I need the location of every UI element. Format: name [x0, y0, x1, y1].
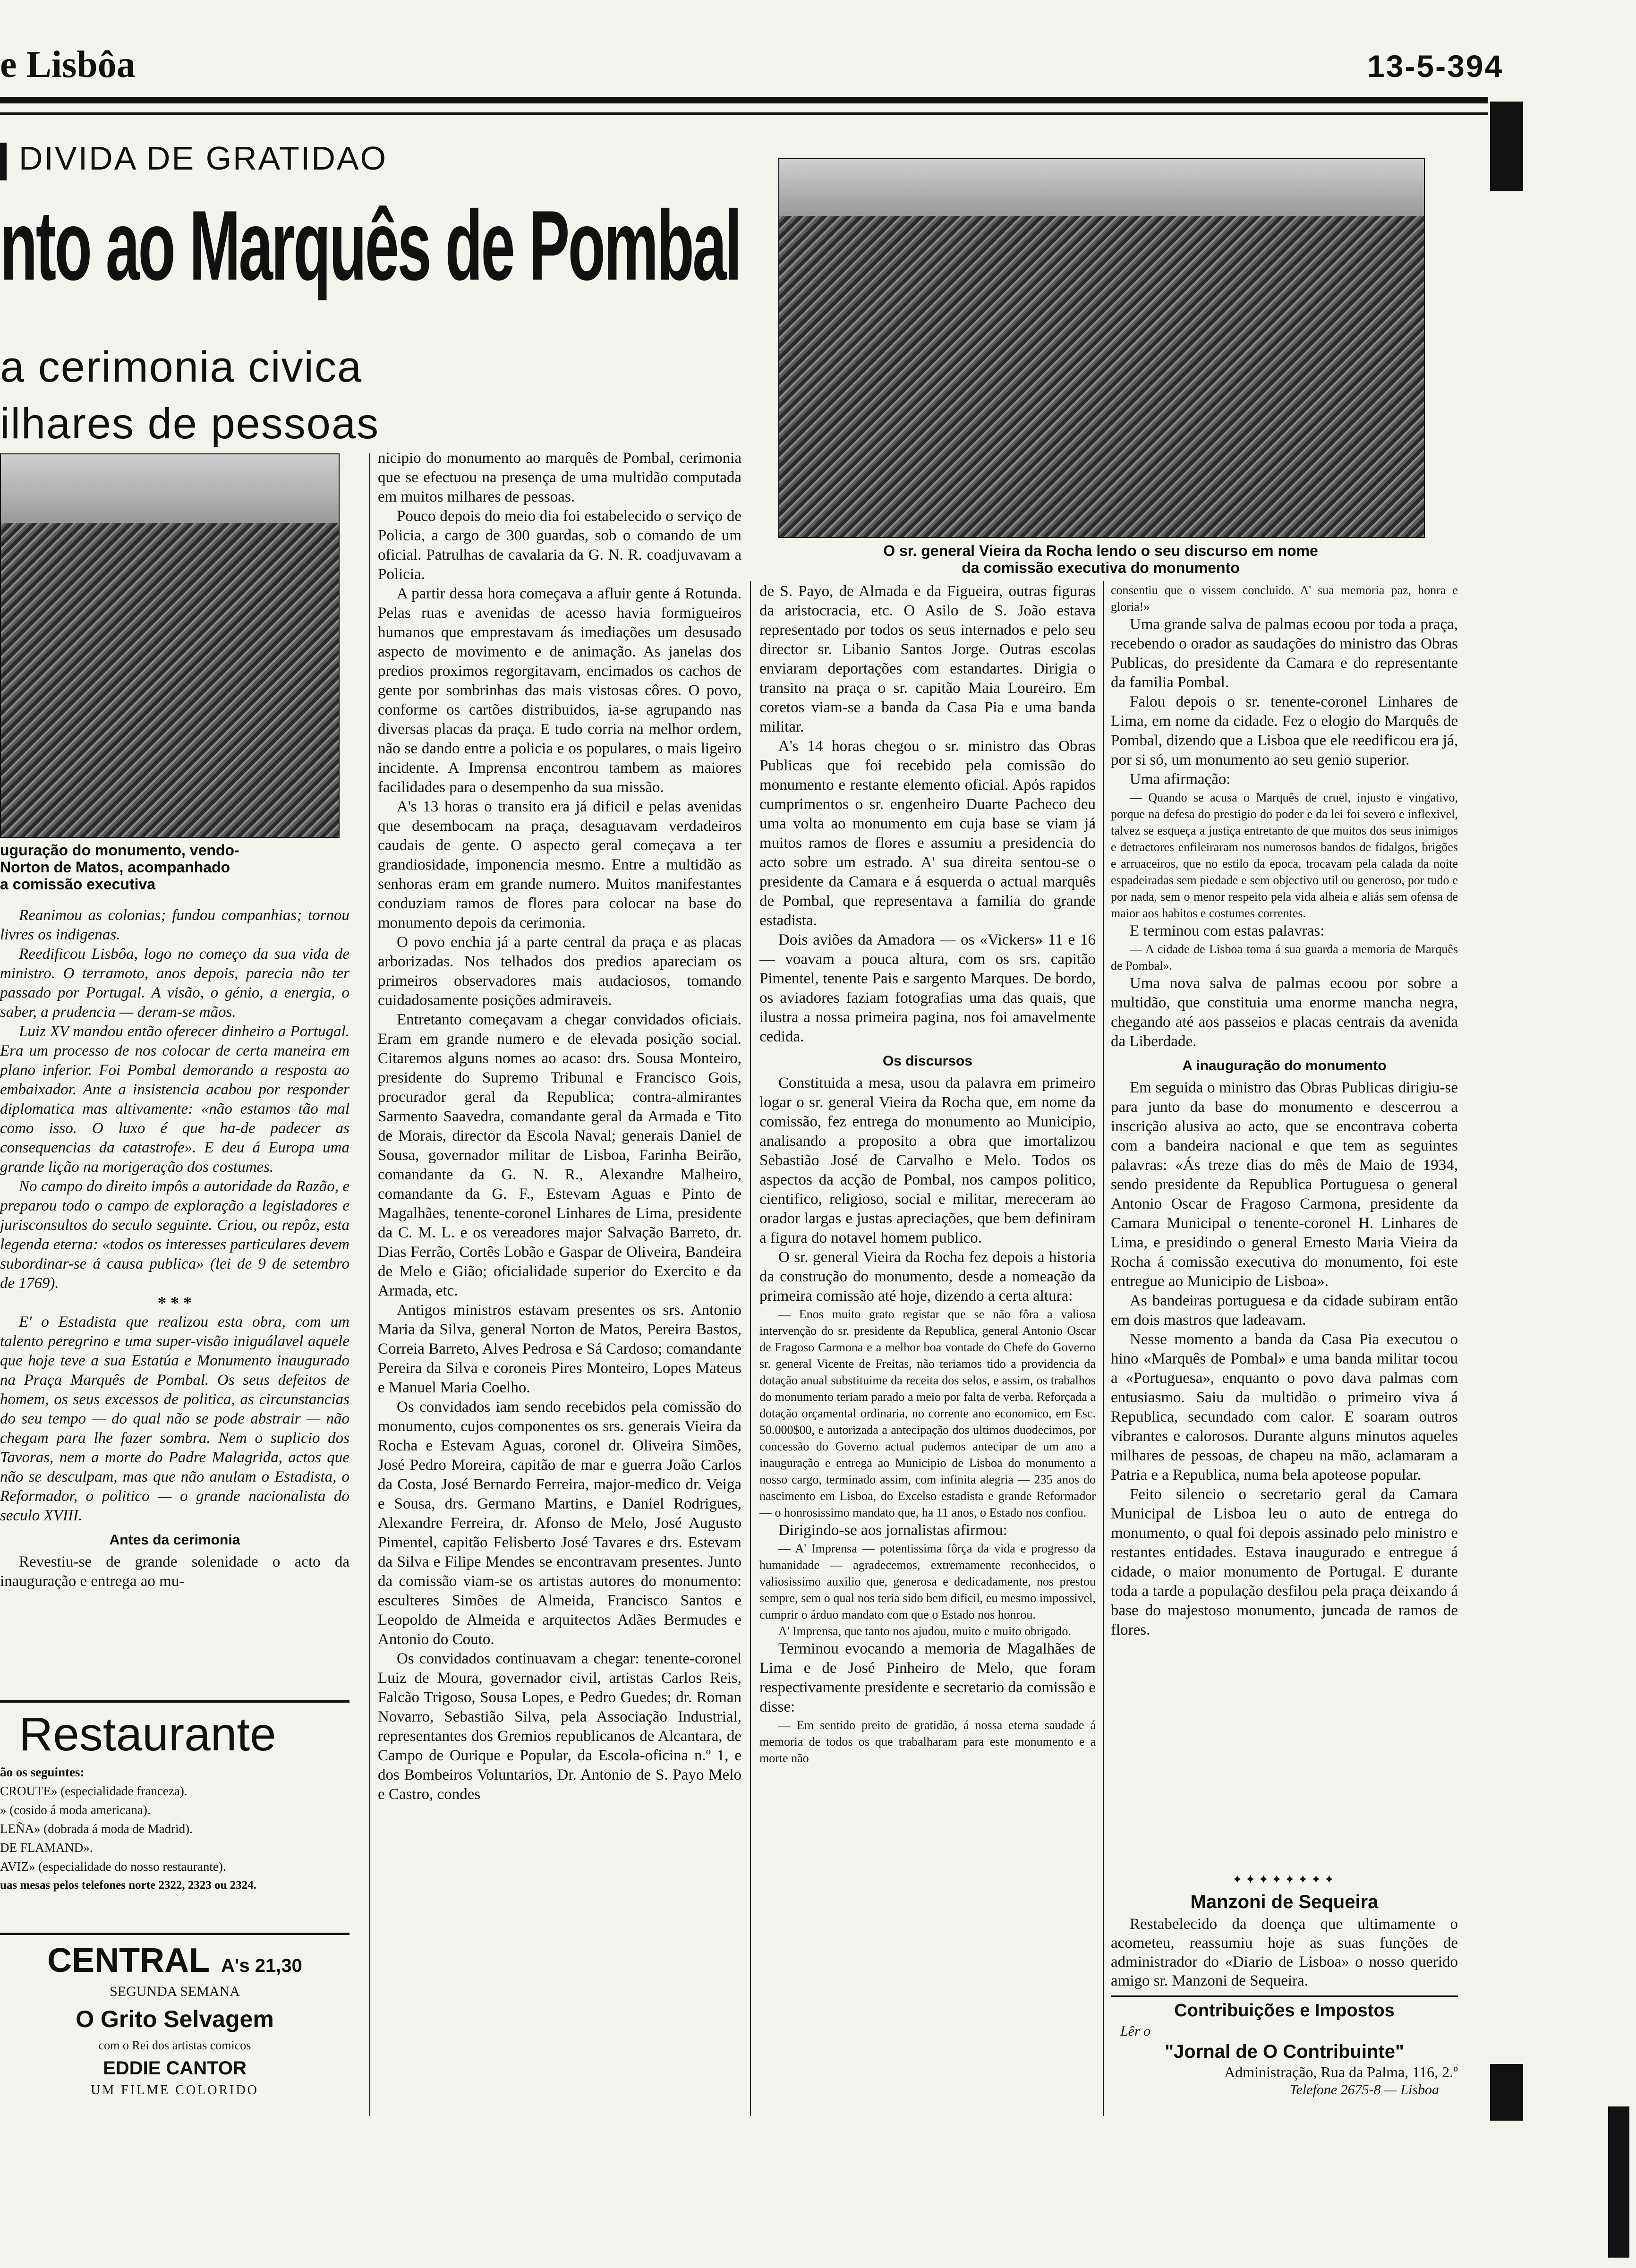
photo-left-caption: uguração do monumento, vendo- Norton de Matos, acompanhado a comissão executiva: [0, 842, 239, 893]
paragraph: Revestiu-se de grande solenidade o acto da inauguração e entrega ao mu-: [0, 1553, 349, 1590]
paragraph: A partir dessa hora começava a afluir gente á Rotunda. Pelas ruas e avenidas de acesso havia formigueiros humanos que emprestavam ás imediações um desusado aspecto de movimento e de animação. As janelas dos predios proximos regorgitavam, encimados os cachos de gente por sombrinhas das mais vistosas côres. O povo, conforme os cartões distribuidos, ia-se agrupando nas diversas placas da praça. E tudo corria na melhor ordem, não se dando entre a policia e os populares, o mais ligeiro incidente. A Imprensa encontrou tambem as maiores facilidades para o desempenho da sua missão.: [378, 585, 741, 796]
paragraph: Constituida a mesa, usou da palavra em primeiro logar o sr. general Vieira da Rocha que, em nome da comissão, fez entrega do monumento ao Municipio, analisando a proposito a obra que imortalizou Sebastião José de Carvalho e Melo. Todos os aspectos da acção de Pombal, nos campos politico, cientifico, religioso, social e militar, mereceram ao orador largas e justas apreciações, que bem definiram a figura do notavel homem publico.: [759, 1074, 1096, 1246]
paragraph: A's 14 horas chegou o sr. ministro das Obras Publicas que foi recebido pela comissão do monumento e restante elemento oficial. Após rapidos cumprimentos o sr. engenheiro Duarte Pacheco deu uma volta ao monumento em cuja base se viam já muitos ramos de flores e assumiu a presidencia do acto sobre um estrado. A' sua direita sentou-se o presidente da Camara e á esquerda o actual marquês de Pombal, que representava a familia do grande estadista.: [759, 738, 1096, 929]
quote: — Enos muito grato registar que se não fôra a valiosa intervenção do sr. presidente da Republica, general Antonio Oscar de Fragoso Carmona e a melhor boa vontade do Chefe do Governo sr. general Vicente de Freitas, não teriamos tido a providencia da dotação anual substituime da receita dos selos, e assim, os trabalhos do monumento teriam parado a meio por falta de verba. Reforçada a dotação orçamental ordinaria, no corrente ano economico, em Esc. 50.000$00, e autorizada a antecipação dos ultimos duodecimos, por concessão do Governo actual pudemos antecipar de um ano a inauguração e entrega ao Municipio de Lisboa do monumento a nosso cargo, terminado assim, com infinita alegria — 235 anos do nascimento em Lisboa, do Excelso estadista e grande Reformador — o honrosissimo mandato que, ha 11 anos, o Estado nos confiou.: [759, 1307, 1096, 1519]
manzoni-title: Manzoni de Sequeira: [1190, 1892, 1379, 1912]
section-stars: * * *: [158, 1293, 192, 1312]
subheading-antes: Antes da cerimonia: [109, 1532, 240, 1548]
quote: — A' Imprensa — potentissima fôrça da vida e progresso da humanidade — agradecemos, extremamente reconhecidos, o valiosissimo auxilio que, generosa e dedicadamente, nos prestou sempre, sem o qual nos teria sido bem dificil, eu mesmo impossivel, cumprir o árduo mandato com que o Estado nos honrou.: [759, 1542, 1096, 1621]
ad-central-with: com o Rei dos artistas comicos: [98, 2038, 251, 2052]
paragraph: Os convidados continuavam a chegar: tenente-coronel Luiz de Moura, governador civil, artistas Carlos Reis, Falcão Trigoso, Sousa Lopes, e Pedro Guedes; dr. Roman Novarro, Sebastião Silva, pela Associação Industrial, representantes dos Gremios republicanos de Alcantara, de Campo de Ourique e Popular, da Escola-oficina n.º 1, e dos Bombeiros Voluntarios, Dr. Antonio de S. Payo Melo e Castro, condes: [378, 1650, 741, 1803]
kicker: DIVIDA DE GRATIDAO: [19, 140, 388, 177]
ad-cinema-central: [19, 1941, 331, 2140]
paragraph: de S. Payo, de Almada e da Figueira, outras figuras da aristocracia, etc. O Asilo de S. João estava representado por todos os seus internados e pelo seu director sr. Libanio Santos Jorge. Outras escolas enviaram deportações com estandartes. Dirigia o transito na praça o sr. capitão Maia Loureiro. Em coretos viam-se a banda da Casa Pia e uma banda militar.: [759, 583, 1096, 735]
paragraph: Dirigindo-se aos jornalistas afirmou:: [778, 1522, 1007, 1539]
quote: — Em sentido preito de gratidão, á nossa eterna saudade á memoria de todos os que trabalharam para este monumento e a morte não: [759, 1718, 1096, 1765]
paragraph: Antigos ministros estavam presentes os srs. Antonio Maria da Silva, general Norton de Matos, Pereira Bastos, Correia Barreto, Alves Pedrosa e Sá Cardoso; comandante Pereira da Silva e coroneis Pires Monteiro, Lopes Mateus e Manuel Maria Coelho.: [378, 1302, 741, 1396]
paragraph: Reedificou Lisbôa, logo no começo da sua vida de ministro. O terramoto, anos depois, parecia não ter passado por Portugal. A visão, o génio, a energia, o saber, a prudencia — deram-se mãos.: [0, 946, 349, 1021]
paragraph: Falou depois o sr. tenente-coronel Linhares de Lima, em nome da cidade. Fez o elogio do Marquês de Pombal, dizendo que a Lisboa que ele reedificou era já, por si só, um monumento ao seu genio superior.: [1111, 693, 1458, 768]
paragraph: E' o Estadista que realizou esta obra, com um talento peregrino e uma super-visão iniguálavel aquele que hoje teve a sua Estatúa e Monumento inaugurado na Praça Marquês de Pombal. Os seus defeitos de homem, os seus excessos de politica, as circunstancias do seu tempo — do qual não se pode abstrair — não chegam para lhe fazer sombra. Nem o suplicio dos Tavoras, nem a morte do Padre Malagrida, actos que não se desculpam, mas que não anulam o Estadista, o Reformador, o politico — o grande nacionalista do seculo XVIII.: [0, 1313, 349, 1524]
ad-central-actor: EDDIE CANTOR: [103, 2058, 247, 2079]
page-edge-mark: [1490, 102, 1523, 191]
ad-restaurante-line: AVIZ» (especialidade do nosso restaurante).: [0, 1859, 226, 1874]
column-rule: [369, 453, 370, 2116]
ad-rule: [0, 1700, 349, 1703]
photo-right-caption: O sr. general Vieira da Rocha lendo o seu discurso em nome da comissão executiva do monumento: [883, 542, 1318, 576]
ad-restaurante-line: LEÑA» (dobrada á moda de Madrid).: [0, 1822, 193, 1836]
subheading-inauguracao: A inauguração do monumento: [1182, 1058, 1387, 1074]
subheading-discursos: Os discursos: [882, 1053, 973, 1069]
paragraph: O sr. general Vieira da Rocha fez depois a historia da construção do monumento, desde a nomeação da primeira comissão até hoje, dizendo a certa altura:: [759, 1249, 1096, 1305]
contrib-admin: Administração, Rua da Palma, 116, 2.º: [1224, 2063, 1458, 2080]
column-rule: [750, 581, 751, 2116]
ad-restaurante-line: uas mesas pelos telefones norte 2322, 2323 ou 2324.: [0, 1879, 257, 1892]
paragraph: Uma nova salva de palmas ecoou por sobre a multidão, que constituia uma enorme mancha negra, chegando até aos passeios e placas centrais da avenida da Liberdade.: [1111, 975, 1458, 1050]
article-column-4: [1111, 582, 1458, 1869]
ad-restaurante-line: ão os seguintes:: [0, 1765, 85, 1779]
separator-ornament: ✦✦✦✦✦✦✦✦: [1232, 1873, 1338, 1886]
paragraph: E terminou com estas palavras:: [1130, 922, 1325, 939]
contribuicoes-notice: [1111, 1999, 1458, 2099]
paragraph: Terminou evocando a memoria de Magalhães de Lima e de José Pinheiro de Melo, que foram respectivamente presidente e secretario da comissão e disse:: [759, 1640, 1096, 1715]
quote: — Quando se acusa o Marquês de cruel, injusto e vingativo, porque na defesa do prestigio do poder e da lei foi severo e inflexivel, talvez se esqueça a justiça entretanto de que muitos dos seus inimigos e detractores enfileiraram nos numerosos bandos de fidalgos, brigões e arruaceiros, que no estilo da epoca, trocavam pela calada da noite espadeiradas sem piedade e sem objectivo util ou generoso, por tudo e por nada, sem o menor respeito pela vida alheia e aliás sem ofensa de maior aos habitos e costumes correntes.: [1111, 791, 1458, 920]
kicker-bar: [0, 143, 7, 180]
contrib-jornal: "Jornal de O Contribuinte": [1165, 2041, 1404, 2062]
ad-central-time: A's 21,30: [221, 1955, 302, 1976]
paragraph: Uma afirmação:: [1130, 771, 1231, 788]
masthead-date: 13-5-394: [1367, 49, 1504, 84]
photo-general-speech: [778, 158, 1425, 538]
quote: A' Imprensa, que tanto nos ajudou, muito e muito obrigado.: [778, 1624, 1071, 1638]
paragraph: Em seguida o ministro das Obras Publicas dirigiu-se para junto da base do monumento e descerrou a inscrição alusiva ao acto, que se encontrava coberta com a bandeira nacional e que tem as seguintes palavras: «Ás treze dias do mês de Maio de 1934, sendo presidente da Republica Portuguesa o general Antonio Oscar de Fragoso Carmona, presidente da Camara Municipal o tenente-coronel H. Linhares de Lima, e presidindo o general Ernesto Maria Vieira da Rocha á comissão executiva do monumento, foi este entregue ao Municipio de Lisboa».: [1111, 1079, 1458, 1290]
box-rule: [1111, 1995, 1458, 1997]
manzoni-text: Restabelecido da doença que ultimamente o acometeu, reassumiu hoje as suas funções de administrador do «Diario de Lisboa» o nosso querido amigo sr. Manzoni de Sequeira.: [1111, 1916, 1458, 1989]
paragraph: Dois aviões da Amadora — os «Vickers» 11 e 16 — voavam a pouca altura, com os srs. capitão Pimentel, tenente Pais e sargento Marques. De bordo, os aviadores faziam fotografias uma das quais, que ilustra a nossa primeira pagina, nos foi amavelmente cedida.: [759, 931, 1096, 1045]
ad-restaurante-line: DE FLAMAND».: [0, 1841, 93, 1855]
contrib-le: Lêr o: [1120, 2023, 1151, 2039]
headline: nto ao Marquês de Pombal: [0, 190, 741, 301]
paragraph: Feito silencio o secretario geral da Camara Municipal de Lisboa leu o auto de entrega do monumento, o qual foi depois assinado pelo ministro e restantes entidades. Estava inaugurado e entregue á cidade, o maior monumento de Portugal. E durante toda a tarde a população desfilou pela praça deixando á base do majestoso monumento, juncada de ramos de flores.: [1111, 1486, 1458, 1638]
ad-restaurante-title: Restaurante: [19, 1708, 276, 1761]
paragraph: No campo do direito impôs a autoridade da Razão, e preparou todo o campo de exploração a legisladores e jurisconsultos do seculo seguinte. Criou, ou repôz, esta legenda eterna: «todos os interesses particulares devem subordinar-se á causa publica» (lei de 9 de setembro de 1769).: [0, 1178, 349, 1292]
masthead-rule-thin: [0, 112, 1488, 115]
article-column-1: [0, 906, 349, 1680]
page-edge-mark: [1608, 2106, 1629, 2258]
ad-rule: [0, 1933, 349, 1935]
ad-central-week: SEGUNDA SEMANA: [110, 1984, 240, 1999]
article-column-2: [378, 449, 741, 2111]
photo-inauguration-crowd: [0, 453, 340, 838]
paragraph: As bandeiras portuguesa e da cidade subiram então em dois mastros que ladeavam.: [1111, 1292, 1458, 1329]
paragraph: A's 13 horas o transito era já dificil e pelas avenidas que desembocam na praça, desaguavam verdadeiros caudais de gente. O aspecto geral começava a ter grandiosidade, imponencia mesmo. Entre a multidão as senhoras eram em grande numero. Muitos manifestantes conduziam ramos de flores para colocar na base do monumento depois da cerimonia.: [378, 798, 741, 931]
subhead-line2: ilhares de pessoas: [0, 400, 380, 448]
subhead-line1: a cerimonia civica: [0, 343, 363, 391]
article-column-3: [759, 582, 1096, 2112]
paragraph: Uma grande salva de palmas ecoou por toda a praça, recebendo o orador as saudações do ministro das Obras Publicas, do presidente da Camara e do representante da familia Pombal.: [1111, 616, 1458, 691]
ad-restaurante: [0, 1706, 349, 1928]
paragraph: Os convidados iam sendo recebidos pela comissão do monumento, cujos componentes os srs. generais Vieira da Rocha e Estevam Aguas, coronel dr. Oliveira Simões, José Pedro Moreira, capitão de mar e guerra João Carlos da Costa, José Bernardo Ferreira, major-medico dr. Veiga e Sousa, drs. Germano Martins, e Daniel Rodrigues, Alexandre Ferreira, dr. Afonso de Melo, José Augusto Pimentel, capitão Felisberto José Tavares e drs. Estevam da Silva e Filipe Mendes se encontravam presentes. Junto da comissão viam-se os artistas autores do monumento: esculteres Simões de Almeida, Francisco Santos e Leopoldo de Almeida e arquitectos Adães Bermudes e Antonio do Couto.: [378, 1398, 741, 1648]
paragraph: Luiz XV mandou então oferecer dinheiro a Portugal. Era um processo de nos colocar de certa maneira em plano inferior. Foi Pombal demorando a resposta ao embaixador. Ante a insistencia acabou por responder diplomatica mas altivamente: «não estamos tão mal como isso. O luxo é que ha-de padecer as consequencias da catastrofe». E deu á Europa uma grande lição na morigeração dos costumes.: [0, 1023, 349, 1176]
paragraph: O povo enchia já a parte central da praça e as placas arborizadas. Nos telhados dos predios apareciam os primeiros observadores mais audaciosos, tomando cuidadosamente posições admiraveis.: [378, 934, 741, 1009]
quote: — A cidade de Lisboa toma á sua guarda a memoria de Marquês de Pombal».: [1111, 942, 1458, 972]
paragraph: nicipio do monumento ao marquês de Pombal, cerimonia que se efectuou na presença de uma multidão computada em muitos milhares de pessoas.: [378, 450, 741, 505]
ad-central-name: CENTRAL: [47, 1942, 210, 1979]
paragraph: Entretanto começavam a chegar convidados oficiais. Eram em grande numero e de elevada posição social. Citaremos alguns nomes ao acaso: drs. Sousa Monteiro, presidente do Supremo Tribunal e Francisco Gois, procurador geral da Republica; contra-almirantes Sarmento Saavedra, comandante geral da Armada e Tito de Morais, director da Escola Naval; generais Daniel de Sousa, governador militar de Lisboa, Farinha Beirão, comandante da G. N. R., Alexandre Malheiro, comandante da G. F., Estevam Aguas e Pinto de Magalhães, tenente-coronel Linhares de Lima, presidente da C. M. L. e os vereadores major Salvação Barreto, dr. Dias Ferrão, Cortês Lobão e Gaspar de Oliveira, Bandeira de Melo e Gião; oficialidade superior do Exercito e da Armada, etc.: [378, 1011, 741, 1299]
ad-restaurante-line: » (cosido á moda americana).: [0, 1803, 151, 1817]
paragraph: Nesse momento a banda da Casa Pia executou o hino «Marquês de Pombal» e uma banda militar tocou a «Portuguesa», enquanto o povo dava palmas com entusiasmo. Saiu da multidão o primeiro viva á Republica, secundado com calor. E soaram outros vibrantes e calorosos. Durante alguns minutos aqueles milhares de pessoas, de chapeu na mão, aclamaram a Patria e a Republica, numa bela apoteose popular.: [1111, 1331, 1458, 1484]
ad-restaurante-line: CROUTE» (especialidade franceza).: [0, 1784, 187, 1798]
masthead-paper-name: e Lisbôa: [0, 44, 136, 85]
ad-central-film: O Grito Selvagem: [76, 2006, 274, 2032]
paragraph: Reanimou as colonias; fundou companhias; tornou livres os indigenas.: [0, 907, 349, 943]
page-edge-mark: [1490, 2064, 1523, 2121]
paragraph: Pouco depois do meio dia foi estabelecido o serviço de Policia, a cargo de 300 guardas, sob o comando de um oficial. Patrulhas de cavalaria da G. N. R. coadjuvavam a Policia.: [378, 508, 741, 583]
quote: consentiu que o vissem concluido. A' sua memoria paz, honra e gloria!»: [1111, 583, 1458, 614]
ad-central-color: UM FILME COLORIDO: [91, 2083, 259, 2097]
contrib-tel: Telefone 2675-8 — Lisboa: [1289, 2082, 1439, 2097]
column-rule: [1103, 581, 1104, 2116]
contrib-title: Contribuições e Impostos: [1174, 2001, 1395, 2021]
masthead-rule: [0, 97, 1488, 103]
manzoni-notice: [1111, 1889, 1458, 1990]
